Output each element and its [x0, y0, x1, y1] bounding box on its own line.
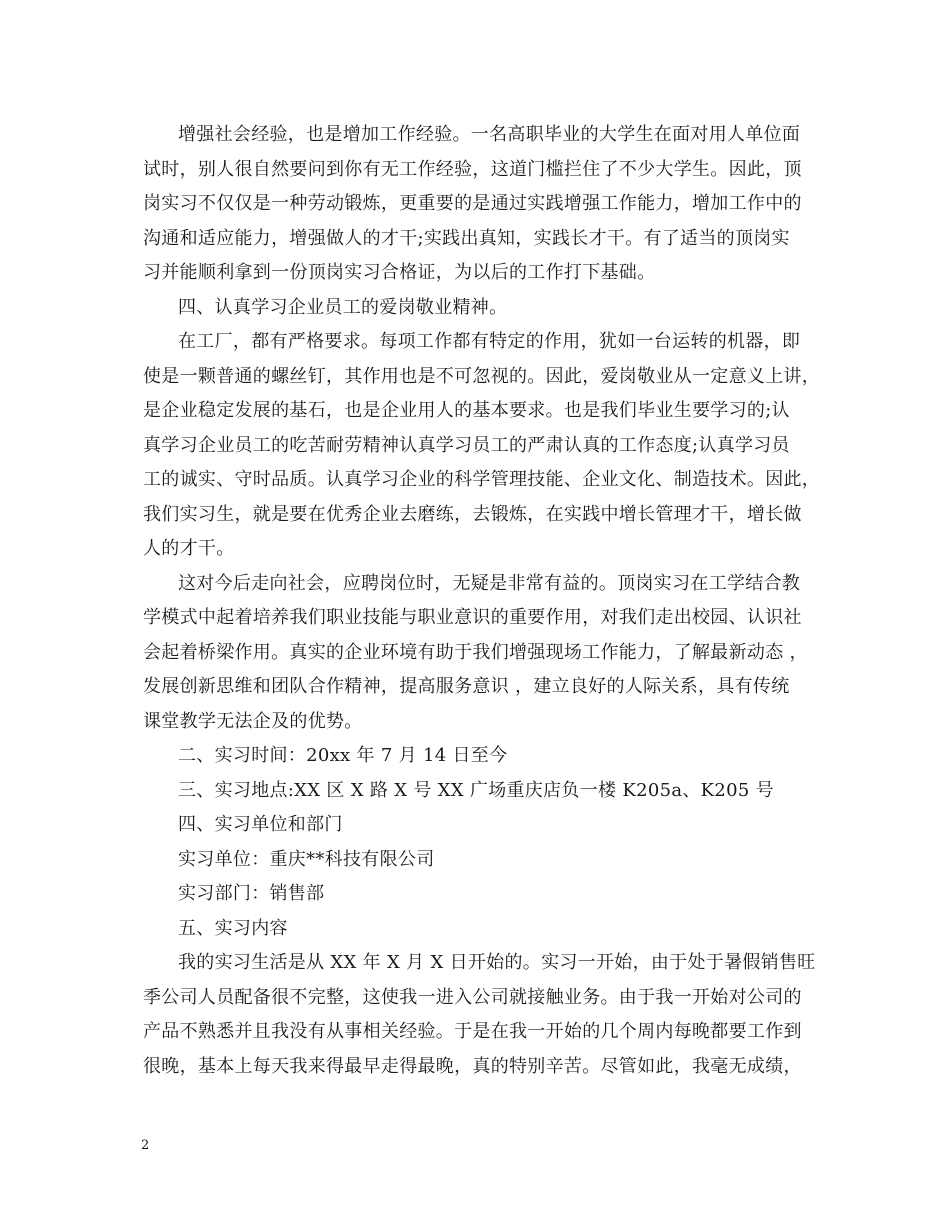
text-line: 我们实习生，就是要在优秀企业去磨练，去锻炼，在实践中增长管理才干，增长做 [143, 503, 802, 525]
text-line: 课堂教学无法企及的优势。 [143, 710, 363, 732]
text-line: 在工厂，都有严格要求。每项工作都有特定的作用，犹如一台运转的机器，即 [178, 331, 801, 352]
text-line: 实习单位：重庆**科技有限公司 [178, 848, 435, 870]
text-line: 三、实习地点:XX 区 X 路 X 号 XX 广场重庆店负一楼 K205a、K205 号 [178, 779, 774, 801]
text-line: 四、实习单位和部门 [178, 814, 343, 835]
text-line: 二、实习时间：20xx 年 7 月 14 日至今 [178, 745, 508, 766]
text-line: 习并能顺利拿到一份顶岗实习合格证，为以后的工作打下基础。 [143, 262, 656, 283]
text-line: 使是一颗普通的螺丝钉，其作用也是不可忽视的。因此，爱岗敬业从一定意义上讲， [143, 365, 821, 387]
text-line: 我的实习生活是从 XX 年 X 月 X 日开始的。实习一开始，由于处于暑假销售旺 [178, 952, 816, 973]
text-line: 岗实习不仅仅是一种劳动锻炼，更重要的是通过实践增强工作能力，增加工作中的 [143, 193, 802, 214]
page-number: 2 [141, 1138, 150, 1153]
text-line: 工的诚实、守时品质。认真学习企业的科学管理技能、企业文化、制造技术。因此， [143, 469, 821, 490]
text-line: 人的才干。 [143, 538, 235, 559]
document-body [143, 118, 823, 1084]
text-line: 产品不熟悉并且我没有从事相关经验。于是在我一开始的几个周内每晚都要工作到 [143, 1021, 802, 1042]
text-line: 学模式中起着培养我们职业技能与职业意识的重要作用，对我们走出校园、认识社 [143, 607, 802, 628]
text-line: 试时，别人很自然要问到你有无工作经验，这道门槛拦住了不少大学生。因此，顶 [143, 158, 802, 180]
text-line: 是企业稳定发展的基石，也是企业用人的基本要求。也是我们毕业生要学习的;认 [143, 400, 790, 421]
text-line: 发展创新思维和团队合作精神，提高服务意识 ，建立良好的人际关系，具有传统 [143, 676, 790, 697]
text-line: 真学习企业员工的吃苦耐劳精神认真学习员工的严肃认真的工作态度;认真学习员 [143, 434, 790, 456]
text-line: 五、实习内容 [178, 917, 288, 939]
text-line: 这对今后走向社会，应聘岗位时，无疑是非常有益的。顶岗实习在工学结合教 [178, 572, 801, 594]
text-line: 增强社会经验，也是增加工作经验。一名高职毕业的大学生在面对用人单位面 [178, 124, 801, 145]
text-line: 季公司人员配备很不完整，这使我一进入公司就接触业务。由于我一开始对公司的 [143, 986, 802, 1008]
text-line: 会起着桥梁作用。真实的企业环境有助于我们增强现场工作能力，了解最新动态 ， [143, 641, 808, 663]
text-line: 四、认真学习企业员工的爱岗敬业精神。 [178, 296, 508, 318]
text-line: 实习部门：销售部 [178, 883, 325, 904]
text-line: 很晚，基本上每天我来得最早走得最晚，真的特别辛苦。尽管如此，我毫无成绩， [143, 1055, 802, 1077]
text-line: 沟通和适应能力，增强做人的才干;实践出真知，实践长才干。有了适当的顶岗实 [143, 227, 790, 249]
